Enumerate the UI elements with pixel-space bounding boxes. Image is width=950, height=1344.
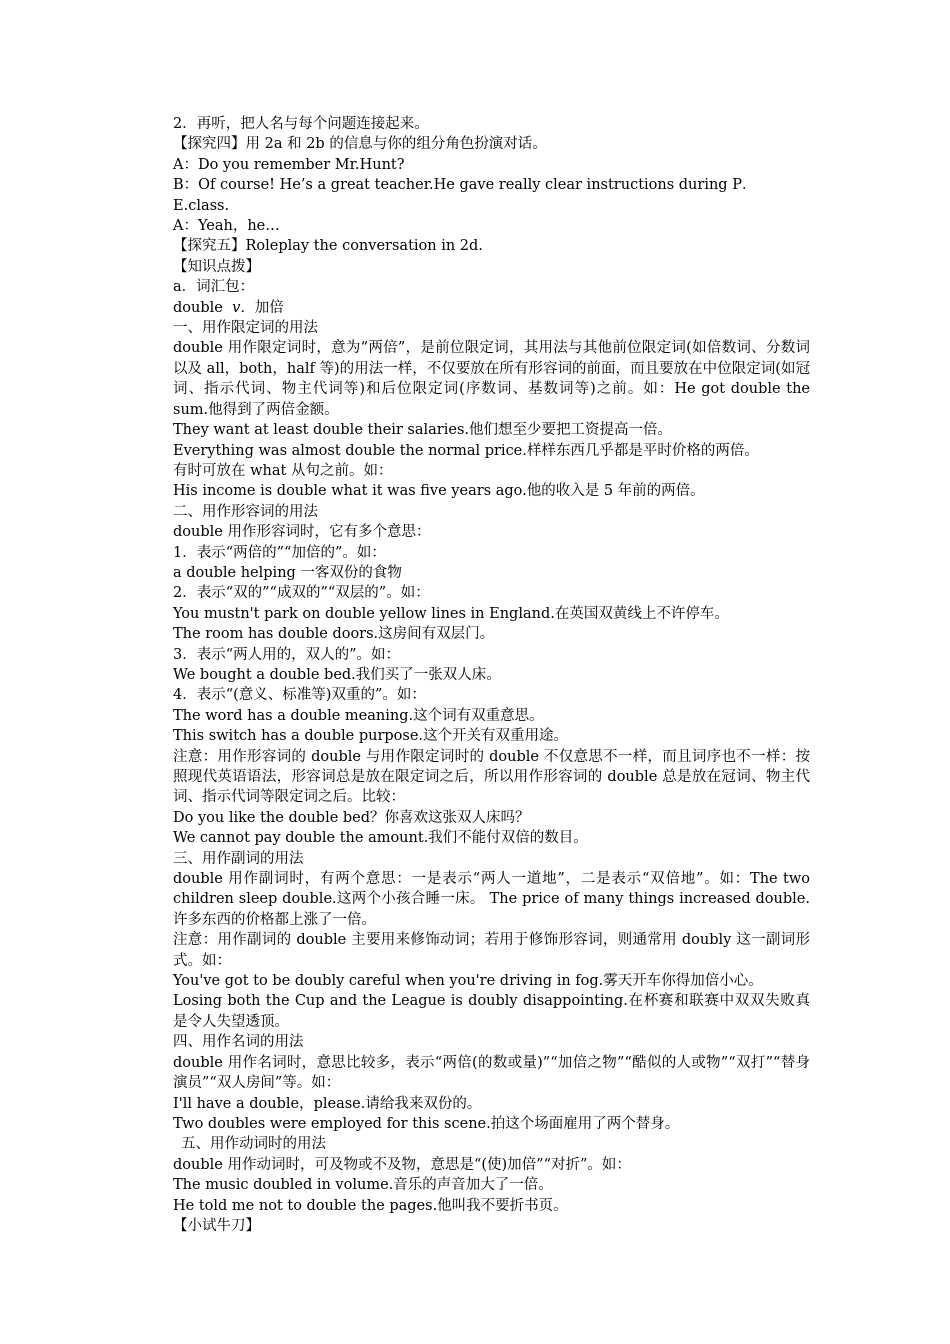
example-double-doors: The room has double doors.这房间有双层门。 [173, 626, 495, 643]
example-cup-league: Losing both the Cup and the League is doubly disappointing.在杯赛和联赛中双双失败真是令人失望透顶。 [173, 993, 810, 1030]
listening-step-2: 2．再听，把人名与每个问题连接起来。 [173, 116, 429, 132]
example-double-purpose: This switch has a double purpose.这个开关有双重用途。 [173, 728, 569, 745]
heading-adverb-usage: 三、用作副词的用法 [173, 850, 304, 867]
adjective-meaning-3: 3．表示“两人用的，双人的”。如： [173, 646, 401, 663]
section-knowledge-tips: 【知识点拨】 [173, 258, 260, 275]
example-normal-price: Everything was almost double the normal price.样样东西几乎都是平时价格的两倍。 [173, 442, 759, 459]
example-double-meaning: The word has a double meaning.这个词有双重意思。 [173, 707, 544, 724]
section-explore-4: 【探究四】用 2a 和 2b 的信息与你的组分角色扮演对话。 [173, 136, 547, 153]
adjective-meaning-4: 4．表示“(意义、标准等)双重的”。如： [173, 687, 426, 704]
example-pay-amount: We cannot pay double the amount.我们不能付双倍的数目。 [173, 830, 588, 847]
note-what-clause: 有时可放在 what 从句之前。如： [173, 462, 393, 479]
heading-verb-usage: 五、用作动词时的用法 [181, 1136, 326, 1153]
example-two-doubles: Two doubles were employed for this scene.拍这个场面雇用了两个替身。 [173, 1115, 680, 1132]
example-salaries: They want at least double their salaries.他们想至少要把工资提高一倍。 [173, 422, 672, 439]
section-explore-5: 【探究五】Roleplay the conversation in 2d. [173, 238, 483, 255]
vocab-word: double [173, 299, 223, 316]
adjective-meaning-1: 1．表示“两倍的”“加倍的”。如： [173, 544, 386, 561]
dialogue-line-b1: B：Of course! He’s a great teacher.He gave really clear instructions during P．E.class. [173, 177, 757, 214]
dialogue-line-a1: A：Do you remember Mr.Hunt? [173, 156, 405, 173]
paragraph-noun: double 用作名词时，意思比较多，表示“两倍(的数或量)”“加倍之物”“酷似的人或物”“双打”“替身演员”“双人房间”等。如： [173, 1054, 810, 1092]
dialogue-line-a2: A：Yeah，he… [173, 218, 280, 235]
paragraph-adverb: double 用作副词时，有两个意思：一是表示“两人一道地”，二是表示“双倍地”。如：The two children sleep double.这两个小孩合睡一床。 The price of many things increased double.许多东西的价格都上涨了一倍。 [173, 871, 810, 928]
section-practice: 【小试牛刀】 [173, 1217, 260, 1234]
example-music-volume: The music doubled in volume.音乐的声音加大了一倍。 [173, 1177, 553, 1194]
example-like-bed: Do you like the double bed？你喜欢这张双人床吗？ [173, 809, 530, 826]
example-fog: You've got to be doubly careful when you're driving in fog.雾天开车你得加倍小心。 [173, 973, 763, 990]
vocab-meaning: 加倍 [254, 299, 284, 316]
part-of-speech: v． [232, 299, 255, 316]
heading-adjective-usage: 二、用作形容词的用法 [173, 503, 318, 520]
example-yellow-lines: You mustn't park on double yellow lines in England.在英国双黄线上不许停车。 [173, 605, 729, 622]
paragraph-adverb-note: 注意：用作副词的 double 主要用来修饰动词；若用于修饰形容词，则通常用 doubly 这一副词形式。如： [173, 932, 810, 969]
paragraph-adjective-note: 注意：用作形容词的 double 与用作限定词时的 double 不仅意思不一样，而且词序也不一样：按照现代英语语法，形容词总是放在限定词之后，所以用作形容词的 double 总是放在冠词、物主代词、指示代词等限定词之后。比较： [173, 748, 810, 806]
example-double-bed: We bought a double bed.我们买了一张双人床。 [173, 666, 501, 683]
paragraph-verb: double 用作动词时，可及物或不及物，意思是“(使)加倍”“对折”。如： [173, 1156, 631, 1173]
heading-determiner-usage: 一、用作限定词的用法 [173, 320, 318, 337]
vocabulary-heading: a．词汇包： [173, 279, 255, 296]
adjective-meaning-2: 2．表示“双的”“成双的”“双层的”。如： [173, 585, 430, 602]
paragraph-determiner: double 用作限定词时，意为“两倍”，是前位限定词，其用法与其他前位限定词(如倍数词、分数词以及 all，both，half 等)的用法一样，不仅要放在所有形容词的前面，而且要放在中位限定词(如冠词、指示代词、物主代词等)和后位限定词(序数词、基数词等)之前。如：He got double the sum.他得到了两倍金额。 [173, 340, 810, 418]
vocab-entry-double [142, 298, 810, 318]
example-have-double: I'll have a double，please.请给我来双份的。 [173, 1095, 482, 1112]
document-body [142, 114, 810, 1236]
example-pages: He told me not to double the pages.他叫我不要折书页。 [173, 1197, 568, 1214]
example-income: His income is double what it was five years ago.他的收入是 5 年前的两倍。 [173, 483, 705, 500]
adjective-intro: double 用作形容词时，它有多个意思： [173, 524, 431, 541]
example-double-helping: a double helping 一客双份的食物 [173, 564, 402, 581]
heading-noun-usage: 四、用作名词的用法 [173, 1034, 304, 1051]
